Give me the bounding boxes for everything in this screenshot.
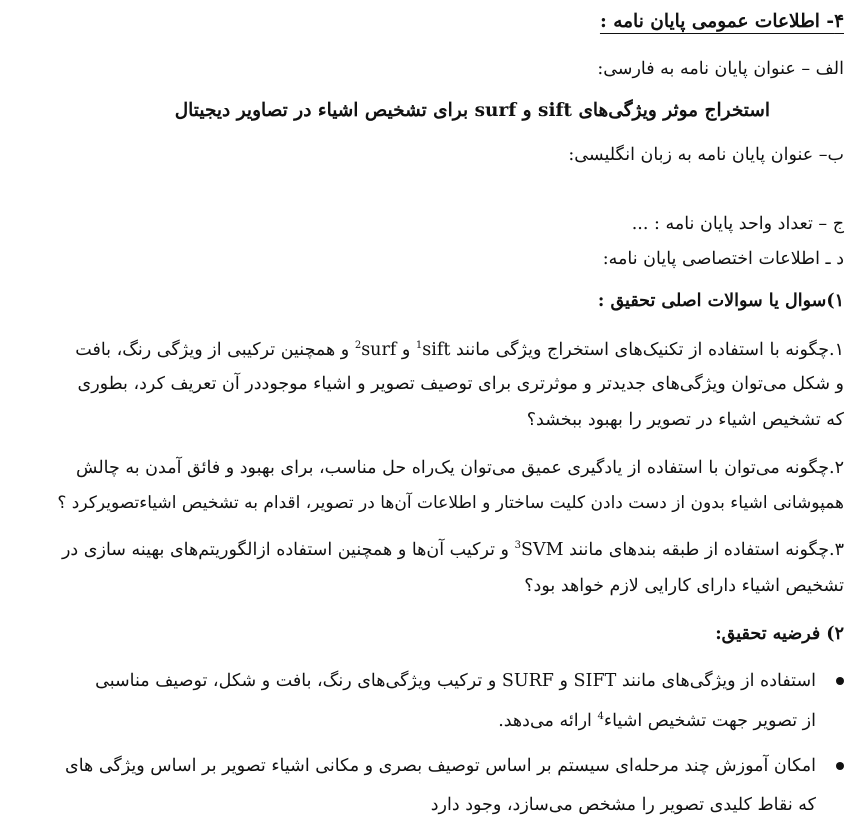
questions-heading: ۱)سوال یا سوالات اصلی تحقیق : <box>597 291 844 311</box>
title-term-surf: surf <box>474 100 517 121</box>
specific-info-label: د ـ اطلاعات اختصاصی پایان نامه: <box>602 249 844 269</box>
title-and: و <box>522 100 532 121</box>
bullet-icon <box>836 677 844 685</box>
hypothesis-2-line-1: امکان آموزش چند مرحله‌ای سیستم بر اساس توصیف بصری و مکانی اشیاء تصویر بر اساس ویژگی های <box>65 756 816 776</box>
h1-and: و <box>559 671 568 691</box>
footnote-3: 3 <box>514 540 521 552</box>
q1-term-surf: surf$^2$ <box>354 340 397 360</box>
question-2-line-2: همپوشانی اشیاء بدون از دست دادن کلیت ساختار و اطلاعات آن‌ها در تصویر، اقدام به تشخیص اشیاءتصویرکرد ؟ <box>57 493 844 513</box>
english-title-label: ب– عنوان پایان نامه به زبان انگلیسی: <box>568 145 844 165</box>
q3-pre: ۳.چگونه استفاده از طبقه بندهای مانند <box>569 540 844 560</box>
h1-l2-post: ارائه می‌دهد. <box>498 711 592 731</box>
question-1-line-1 <box>75 338 844 362</box>
h1-term-sift: SIFT <box>573 671 617 691</box>
question-1-line-2: و شکل می‌توان ویژگی‌های جدیدتر و موثرتری برای توصیف تصویر و اشیاء موجوددر آن تعریف کرد، بطوری <box>77 374 844 394</box>
persian-title <box>175 99 770 123</box>
units-label: ج – تعداد واحد پایان نامه : ... <box>631 214 844 234</box>
q1-post: و همچنین ترکیبی از ویژگی رنگ، بافت <box>75 340 350 360</box>
footnote-4: 4 <box>597 711 604 723</box>
section-heading: ۴- اطلاعات عمومی پایان نامه : <box>599 11 844 32</box>
question-2-line-1: ۲.چگونه می‌توان با استفاده از یادگیری عمیق می‌توان یک‌راه حل مناسب، برای بهبود و فائق آمدن به چالش <box>76 458 844 478</box>
h1-post: و ترکیب ویژگی‌های رنگ، بافت و شکل، توصیف مناسبی <box>95 671 497 691</box>
title-term-sift: sift <box>538 100 572 121</box>
q1-and: و <box>401 340 411 360</box>
hypothesis-2-line-2: که نقاط کلیدی تصویر را مشخص می‌سازد، وجود دارد <box>430 795 816 815</box>
question-1-line-3: که تشخیص اشیاء در تصویر را بهبود ببخشد؟ <box>526 410 844 430</box>
bullet-icon <box>836 762 844 770</box>
footnote-2: 2 <box>354 340 362 352</box>
h1-pre: استفاده از ویژگی‌های مانند <box>621 671 816 691</box>
hypothesis-1-line-1 <box>95 669 816 693</box>
hypothesis-heading: ۲) فرضیه تحقیق: <box>715 624 844 644</box>
q1-pre: ۱.چگونه با استفاده از تکنیک‌های استخراج ویژگی مانند <box>455 340 844 360</box>
footnote-1: 1 <box>415 340 423 352</box>
q3-term-svm: SVM$^3$ <box>514 540 564 560</box>
title-post: برای تشخیص اشیاء در تصاویر دیجیتال <box>174 100 469 121</box>
hypothesis-1-line-2 <box>498 709 816 733</box>
title-pre: استخراج موثر ویژگی‌های <box>578 100 770 121</box>
q1-term-sift: sift$^1$ <box>415 340 451 360</box>
question-3-line-1 <box>62 538 844 562</box>
question-3-line-2: تشخیص اشیاء دارای کارایی لازم خواهد بود؟ <box>524 576 844 596</box>
persian-title-label: الف – عنوان پایان نامه به فارسی: <box>597 59 844 79</box>
h1-term-surf: SURF <box>501 671 554 691</box>
h1-l2-pre: از تصویر جهت تشخیص اشیاء$^4$ <box>597 711 816 731</box>
q3-post: و ترکیب آن‌ها و همچنین استفاده ازالگوریتم‌های بهینه سازی در <box>61 540 510 560</box>
